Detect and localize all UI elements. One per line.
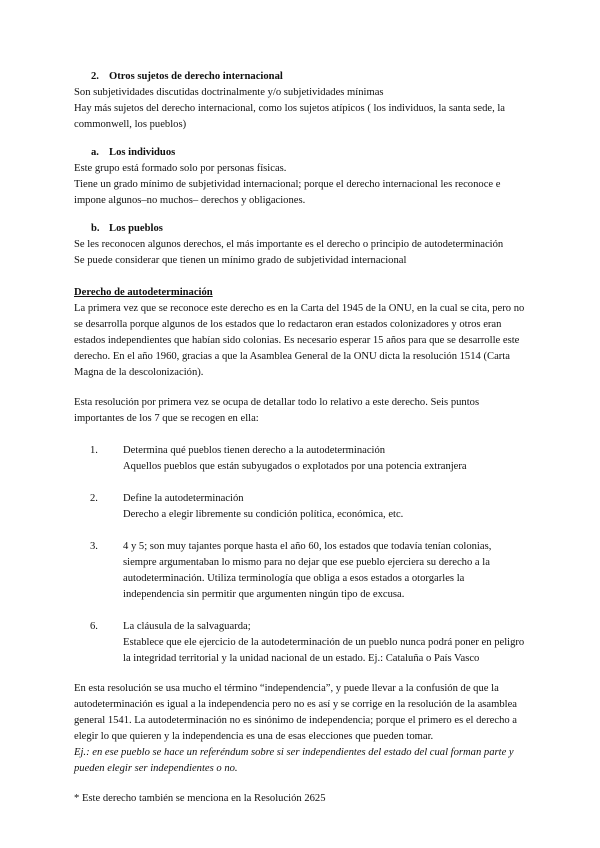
subheading-individuos <box>74 145 526 161</box>
list-number: 3. <box>90 541 98 552</box>
list-number: 1. <box>90 445 98 456</box>
list-item <box>74 619 526 667</box>
list-number: 2. <box>90 493 98 504</box>
autodeterminacion-paragraph-1: La primera vez que se reconoce este derecho es en la Carta del 1945 de la ONU, en la cual se cita, pero no se desarrolla porque algunos de los estados que lo redactaron eran estados colonizadores y otros eran estados independientes que habían sido colonias. Es necesario esperar 15 años para que se desarrolle este derecho. En el año 1960, gracias a que la Asamblea General de la ONU dicta la resolución 1514 (Carta Magna de la descolonización). <box>74 303 525 378</box>
list-item <box>74 491 526 523</box>
individuos-line-1: Este grupo está formado solo por personas físicas. <box>74 163 287 174</box>
closing-paragraph: En esta resolución se usa mucho el término “independencia”, y puede llevar a la confusión de que la autodeterminación es igual a la independencia pero no es así y se corrige en la resolución de la asamblea general 1541. La autodeterminación no es sinónimo de independencia; porque el primero es el derecho a elegir lo que quieren y la independencia es una de esas elecciones que pueden tomar. <box>74 683 518 742</box>
intro-line-2: Hay más sujetos del derecho internacional, como los sujetos atípicos ( los individuos, la santa sede, la commonwell, los pueblos) <box>74 103 506 130</box>
list-item-title: La cláusula de la salvaguarda; <box>123 621 251 632</box>
list-number: 6. <box>90 621 98 632</box>
section-heading-2 <box>74 69 526 85</box>
list-item-title: Determina qué pueblos tienen derecho a la autodeterminación <box>123 445 386 456</box>
list-item-detail: Aquellos pueblos que están subyugados o explotados por una potencia extranjera <box>123 461 467 472</box>
intro-line-1: Son subjetividades discutidas doctrinalmente y/o subjetividades mínimas <box>74 87 384 98</box>
document-page <box>74 69 526 807</box>
list-item-detail: Establece que ele ejercicio de la autodeterminación de un pueblo nunca podrá poner en peligro la integridad territorial y la unidad nacional de un estado. Ej.: Cataluña o País Vasco <box>123 637 525 664</box>
heading-number: 2. <box>91 71 99 82</box>
subheading-number: b. <box>91 223 100 234</box>
pueblos-line-2: Se puede considerar que tienen un mínimo grado de subjetividad internacional <box>74 255 407 266</box>
list-item <box>74 443 526 475</box>
subheading-title: Los individuos <box>109 147 176 158</box>
subheading-pueblos <box>74 221 526 237</box>
heading-title: Otros sujetos de derecho internacional <box>109 71 283 82</box>
list-item-detail: Derecho a elegir libremente su condición política, económica, etc. <box>123 509 404 520</box>
closing-note: * Este derecho también se menciona en la Resolución 2625 <box>74 793 326 804</box>
list-item-title: 4 y 5; son muy tajantes porque hasta el año 60, los estados que todavía tenían colonias, siempre argumentaban lo mismo para no dejar que ese pueblo ejerciera su derecho a la autodeterminación. Utiliza terminología que obliga a esos estados a otorgarles la independencia sin permitir que argumenten ningún tipo de excusa. <box>123 541 492 600</box>
list-item-title: Define la autodeterminación <box>123 493 244 504</box>
subheading-title: Los pueblos <box>109 223 163 234</box>
closing-example: Ej.: en ese pueblo se hace un referéndum sobre si ser independientes del estado del cual forman parte y pueden elegir ser independientes o no. <box>74 747 514 774</box>
autodeterminacion-title: Derecho de autodeterminación <box>74 287 213 298</box>
subheading-number: a. <box>91 147 99 158</box>
autodeterminacion-paragraph-2: Esta resolución por primera vez se ocupa de detallar todo lo relativo a este derecho. Seis puntos importantes de los 7 que se recogen en ella: <box>74 397 480 424</box>
pueblos-line-1: Se les reconocen algunos derechos, el más importante es el derecho o principio de autodeterminación <box>74 239 504 250</box>
individuos-line-2: Tiene un grado mínimo de subjetividad internacional; porque el derecho internacional les reconoce e impone algunos–no muchos– derechos y obligaciones. <box>74 179 501 206</box>
list-item <box>74 539 526 603</box>
